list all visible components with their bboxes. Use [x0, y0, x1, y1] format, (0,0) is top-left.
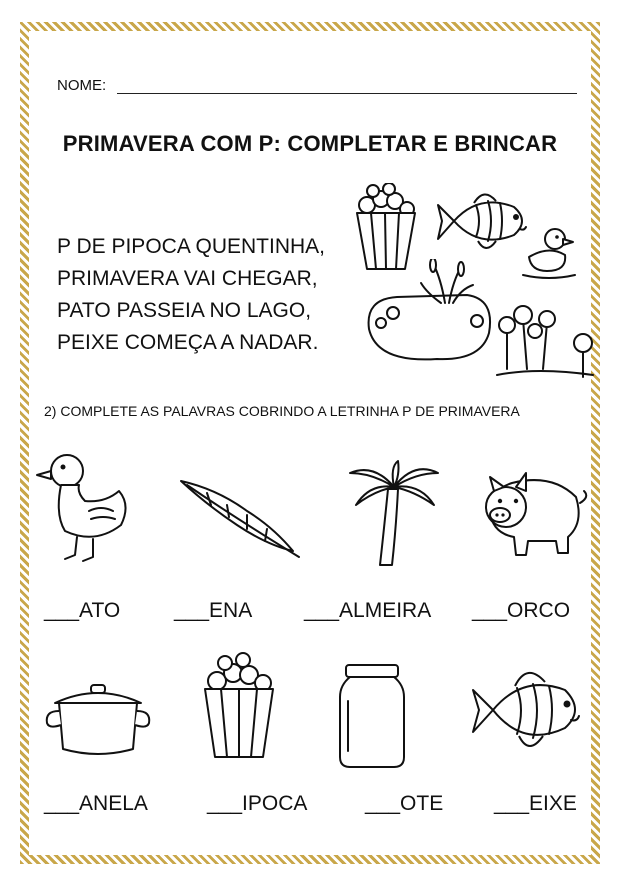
word-blank[interactable]: ___ALMEIRA [304, 599, 432, 622]
word-blank[interactable]: ___IPOCA [207, 792, 308, 815]
popcorn-icon [199, 651, 279, 761]
pot-icon [43, 679, 153, 759]
exercise-instruction: 2) COMPLETE AS PALAVRAS COBRINDO A LETRINHA P DE PRIMAVERA [44, 403, 520, 419]
pig-icon [472, 463, 592, 563]
word-blank[interactable]: ___ANELA [44, 792, 148, 815]
fish-icon [469, 656, 589, 761]
jar-icon [332, 661, 412, 771]
name-input-line[interactable] [117, 93, 577, 94]
poem-line: PEIXE COMEÇA A NADAR. [57, 331, 319, 354]
word-blank[interactable]: ___EIXE [494, 792, 577, 815]
feather-icon [177, 475, 307, 565]
pond-with-flowers-icon [357, 259, 597, 379]
palm-tree-icon [344, 459, 444, 569]
poem-line: P DE PIPOCA QUENTINHA, [57, 235, 326, 258]
poem-line: PATO PASSEIA NO LAGO, [57, 299, 312, 322]
page-title: PRIMAVERA COM P: COMPLETAR E BRINCAR [62, 131, 558, 156]
word-blank[interactable]: ___OTE [365, 792, 444, 815]
word-blank[interactable]: ___ENA [174, 599, 253, 622]
duck-icon [35, 445, 135, 565]
page-border [20, 22, 600, 864]
poem-line: PRIMAVERA VAI CHEGAR, [57, 267, 318, 290]
word-blank[interactable]: ___ORCO [472, 599, 571, 622]
word-blank[interactable]: ___ATO [44, 599, 121, 622]
poem [57, 231, 325, 359]
name-label: NOME: [57, 77, 107, 94]
